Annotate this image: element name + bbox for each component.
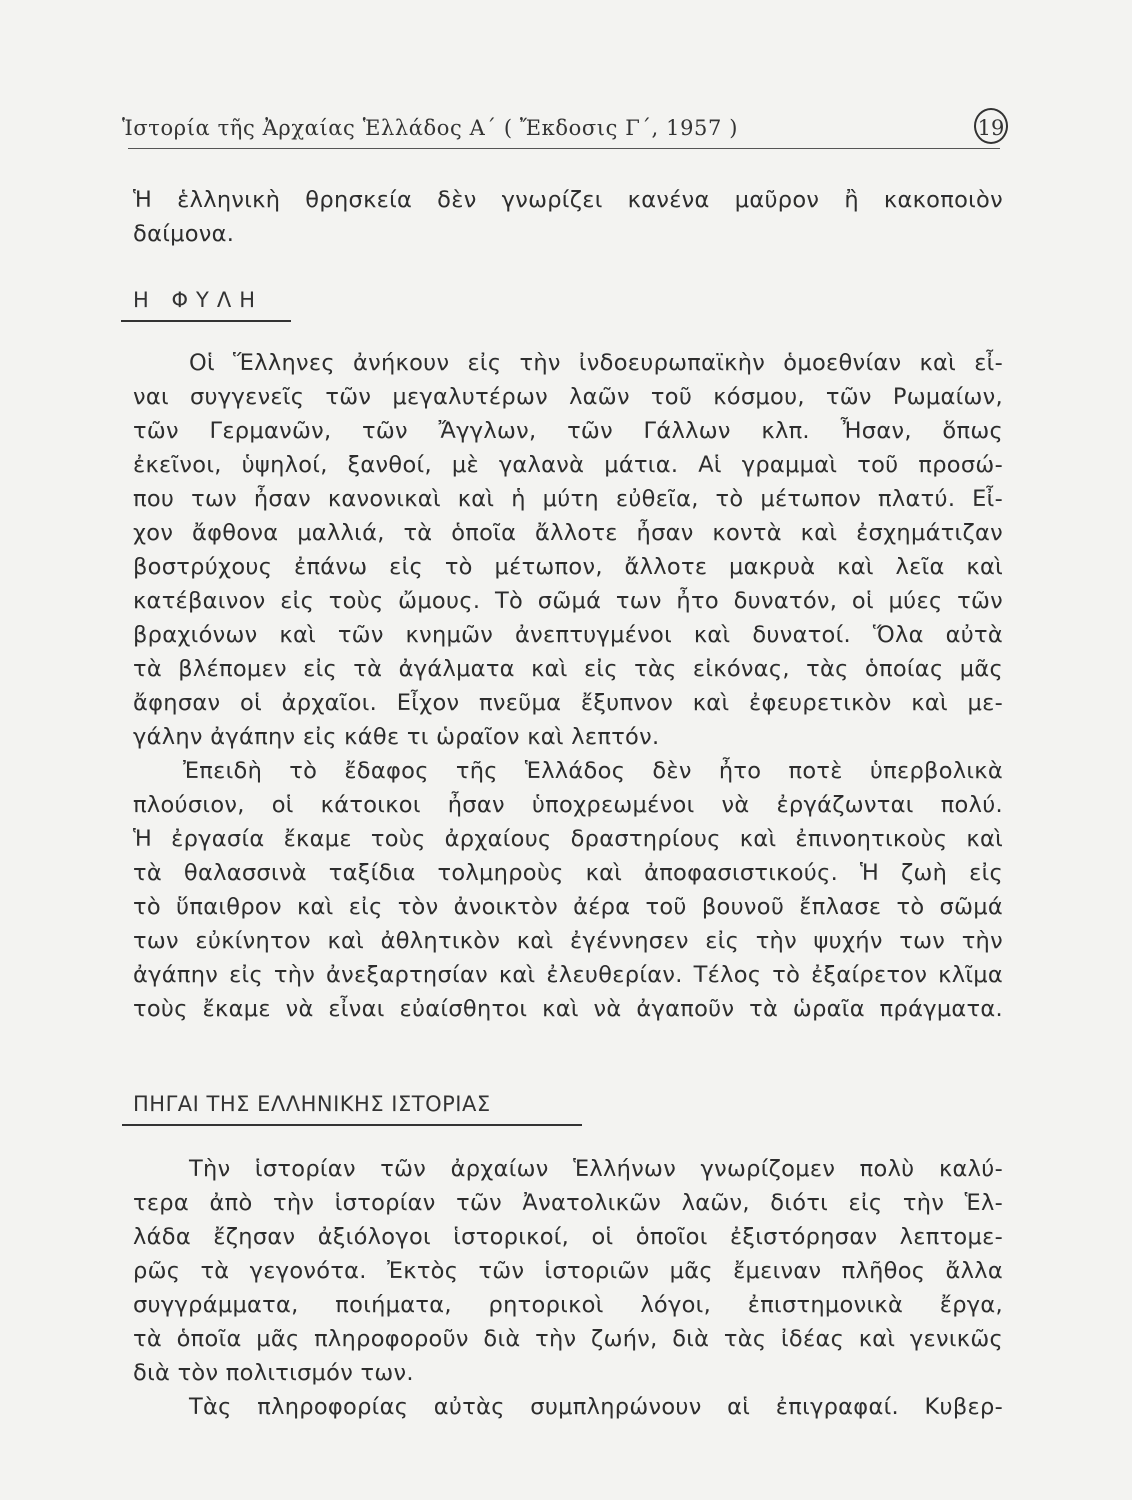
section-heading-phyle: Η ΦΥΛΗ (133, 288, 263, 312)
text-line: κατέβαινον εἰς τοὺς ὤμους. Τὸ σῶμά των ἦτο δυνατόν, οἱ μύες τῶν (133, 588, 1003, 614)
text-line: τὸ ὕπαιθρον καὶ εἰς τὸν ἀνοικτὸν ἀέρα τοῦ βουνοῦ ἔπλασε τὸ σῶμά (133, 894, 1003, 920)
section-phyle-body (133, 346, 1003, 1026)
text-line: τῶν Γερμανῶν, τῶν Ἄγγλων, τῶν Γάλλων κλπ. Ἦσαν, ὅπως (133, 418, 1003, 444)
text-line: ἄφησαν οἱ ἀρχαῖοι. Εἶχον πνεῦμα ἔξυπνον καὶ ἐφευρετικὸν καὶ με- (133, 690, 1003, 716)
running-title: Ἱστορία τῆς Ἀρχαίας Ἑλλάδος Α΄ ( Ἔκδοσις Γ΄, 1957 ) (122, 116, 739, 140)
section-heading-underline (121, 320, 291, 322)
section-sources-body (133, 1152, 1003, 1424)
text-line: ἀγάπην εἰς τὴν ἀνεξαρτησίαν καὶ ἐλευθερίαν. Τέλος τὸ ἐξαίρετον κλῖμα (133, 962, 1003, 988)
header-rule (128, 148, 1000, 149)
section-heading-sources: ΠΗΓΑΙ ΤΗΣ ΕΛΛΗΝΙΚΗΣ ΙΣΤΟΡΙΑΣ (133, 1092, 491, 1116)
text-line: των εὐκίνητον καὶ ἀθλητικὸν καὶ ἐγέννησεν εἰς τὴν ψυχήν των τὴν (133, 928, 1003, 954)
text-line: διὰ τὸν πολιτισμόν των. (133, 1360, 414, 1386)
running-head (118, 108, 1005, 148)
text-line: πλούσιον, οἱ κάτοικοι ἦσαν ὑποχρεωμένοι νὰ ἐργάζωνται πολύ. (133, 792, 1003, 818)
text-line: τὰ θαλασσινὰ ταξίδια τολμηροὺς καὶ ἀποφασιστικούς. Ἡ ζωὴ εἰς (133, 860, 1003, 886)
text-line: Οἱ Ἕλληνες ἀνήκουν εἰς τὴν ἰνδοευρωπαϊκὴν ὁμοεθνίαν καὶ εἶ- (189, 350, 1003, 376)
text-line: δαίμονα. (133, 221, 235, 247)
text-line: Ἐπειδὴ τὸ ἔδαφος τῆς Ἑλλάδος δὲν ἦτο ποτὲ ὑπερβολικὰ (183, 758, 1003, 784)
text-line: τὰ ὁποῖα μᾶς πληροφοροῦν διὰ τὴν ζωήν, διὰ τὰς ἰδέας καὶ γενικῶς (133, 1326, 1003, 1352)
text-line: τερα ἀπὸ τὴν ἱστορίαν τῶν Ἀνατολικῶν λαῶν, διότι εἰς τὴν Ἑλ- (133, 1190, 1003, 1216)
text-line: τοὺς ἔκαμε νὰ εἶναι εὐαίσθητοι καὶ νὰ ἀγαποῦν τὰ ὡραῖα πράγματα. (133, 996, 1003, 1022)
page-number: 19 (974, 108, 1008, 144)
text-line: γάλην ἀγάπην εἰς κάθε τι ὡραῖον καὶ λεπτόν. (133, 724, 660, 750)
text-line: ρῶς τὰ γεγονότα. Ἐκτὸς τῶν ἱστοριῶν μᾶς ἔμειναν πλῆθος ἄλλα (133, 1258, 1003, 1284)
text-line: τὰ βλέπομεν εἰς τὰ ἀγάλματα καὶ εἰς τὰς εἰκόνας, τὰς ὁποίας μᾶς (133, 656, 1003, 682)
text-line: βραχιόνων καὶ τῶν κνημῶν ἀνεπτυγμένοι καὶ δυνατοί. Ὅλα αὐτὰ (133, 622, 1003, 648)
section-heading-underline (122, 1124, 582, 1126)
text-line: Ἡ ἑλληνικὴ θρησκεία δὲν γνωρίζει κανένα μαῦρον ἢ κακοποιὸν (133, 187, 1003, 213)
text-line: Ἡ ἐργασία ἔκαμε τοὺς ἀρχαίους δραστηρίους καὶ ἐπινοητικοὺς καὶ (133, 826, 1003, 852)
text-line: ἐκεῖνοι, ὑψηλοί, ξανθοί, μὲ γαλανὰ μάτια. Αἱ γραμμαὶ τοῦ προσώ- (133, 452, 1003, 478)
text-line: συγγράμματα, ποιήματα, ρητορικοὶ λόγοι, ἐπιστημονικὰ ἔργα, (133, 1292, 1003, 1318)
text-line: βοστρύχους ἐπάνω εἰς τὸ μέτωπον, ἄλλοτε μακρυὰ καὶ λεῖα καὶ (133, 554, 1003, 580)
text-line: που των ἦσαν κανονικαὶ καὶ ἡ μύτη εὐθεῖα, τὸ μέτωπον πλατύ. Εἶ- (133, 486, 1003, 512)
text-line: χον ἄφθονα μαλλιά, τὰ ὁποῖα ἄλλοτε ἦσαν κοντὰ καὶ ἐσχημάτιζαν (133, 520, 1003, 546)
text-line: λάδα ἔζησαν ἀξιόλογοι ἱστορικοί, οἱ ὁποῖοι ἐξιστόρησαν λεπτομε- (133, 1224, 1003, 1250)
text-line: Τὰς πληροφορίας αὐτὰς συμπληρώνουν αἱ ἐπιγραφαί. Κυβερ- (189, 1394, 1003, 1420)
text-line: Τὴν ἱστορίαν τῶν ἀρχαίων Ἑλλήνων γνωρίζομεν πολὺ καλύ- (189, 1156, 1003, 1182)
intro-paragraph (133, 183, 1003, 251)
text-line: ναι συγγενεῖς τῶν μεγαλυτέρων λαῶν τοῦ κόσμου, τῶν Ρωμαίων, (133, 384, 1003, 410)
